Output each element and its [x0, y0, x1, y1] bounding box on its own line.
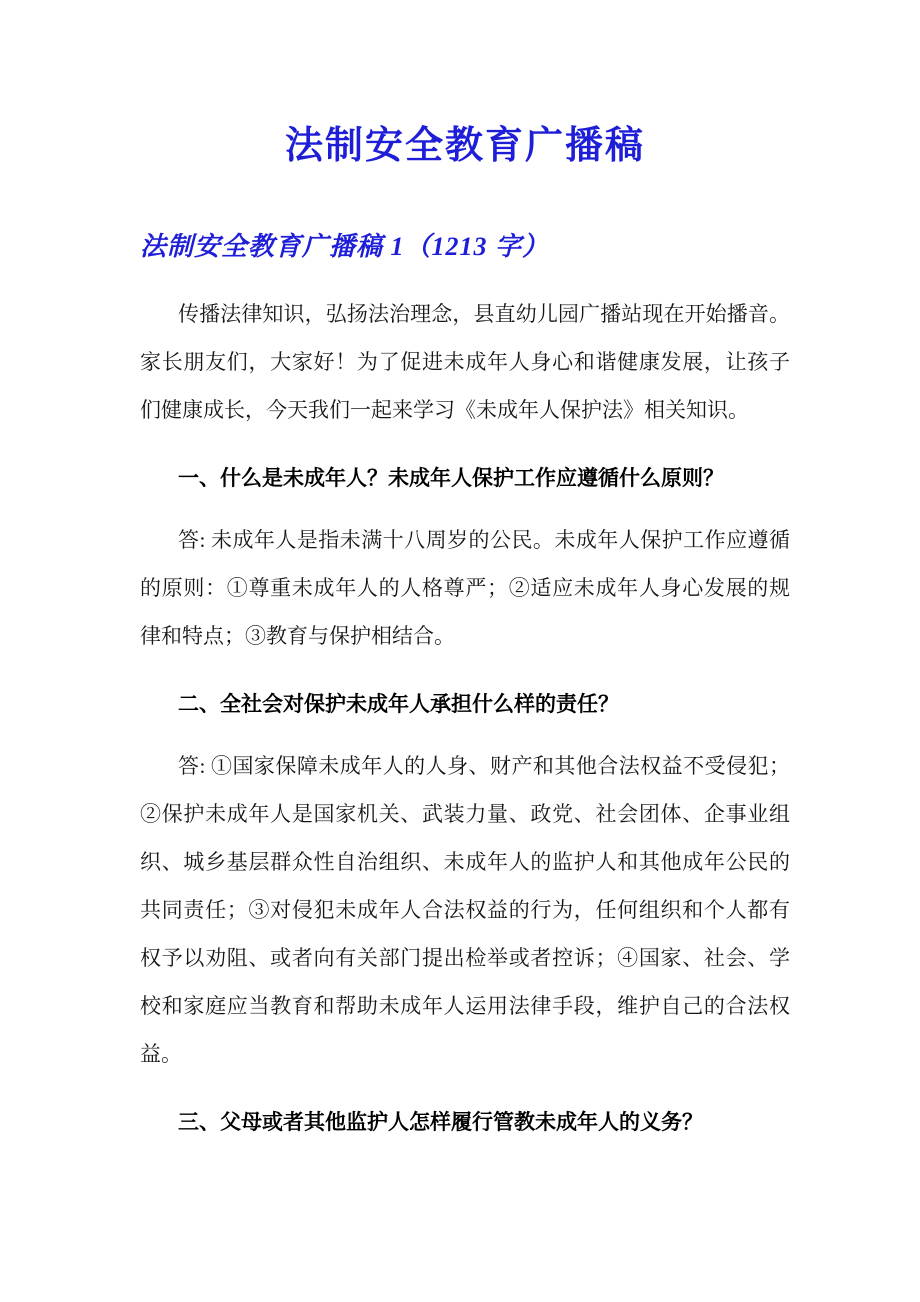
document-subtitle: 法制安全教育广播稿 1（1213 字） [140, 232, 550, 261]
answer-paragraph-2: 答: ①国家保障未成年人的人身、财产和其他合法权益不受侵犯；②保护未成年人是国家机关、武装力量、政党、社会团体、企事业组织、城乡基层群众性自治组织、未成年人的监护人和其他成年公民的共同责任；③对侵犯未成年人合法权益的行为，任何组织和个人都有权予以劝阻、或者向有关部门提出检举或者控诉；④国家、社会、学校和家庭应当教育和帮助未成年人运用法律手段，维护自己的合法权益。 [140, 754, 790, 1066]
section-heading-2: 二、全社会对保护未成年人承担什么样的责任？ [178, 692, 619, 716]
document-title: 法制安全教育广播稿 [284, 125, 645, 167]
section-heading-1: 一、什么是未成年人？未成年人保护工作应遵循什么原则？ [178, 466, 724, 490]
section-heading-3: 三、父母或者其他监护人怎样履行管教未成年人的义务？ [178, 1110, 703, 1134]
document-content [140, 0, 790, 1146]
answer-paragraph-1: 答: 未成年人是指未满十八周岁的公民。未成年人保护工作应遵循的原则：①尊重未成年人的人格尊严；②适应未成年人身心发展的规律和特点；③教育与保护相结合。 [140, 528, 790, 648]
intro-paragraph: 传播法律知识，弘扬法治理念，县直幼儿园广播站现在开始播音。家长朋友们，大家好！为了促进未成年人身心和谐健康发展，让孩子们健康成长，今天我们一起来学习《未成年人保护法》相关知识。 [140, 302, 790, 422]
